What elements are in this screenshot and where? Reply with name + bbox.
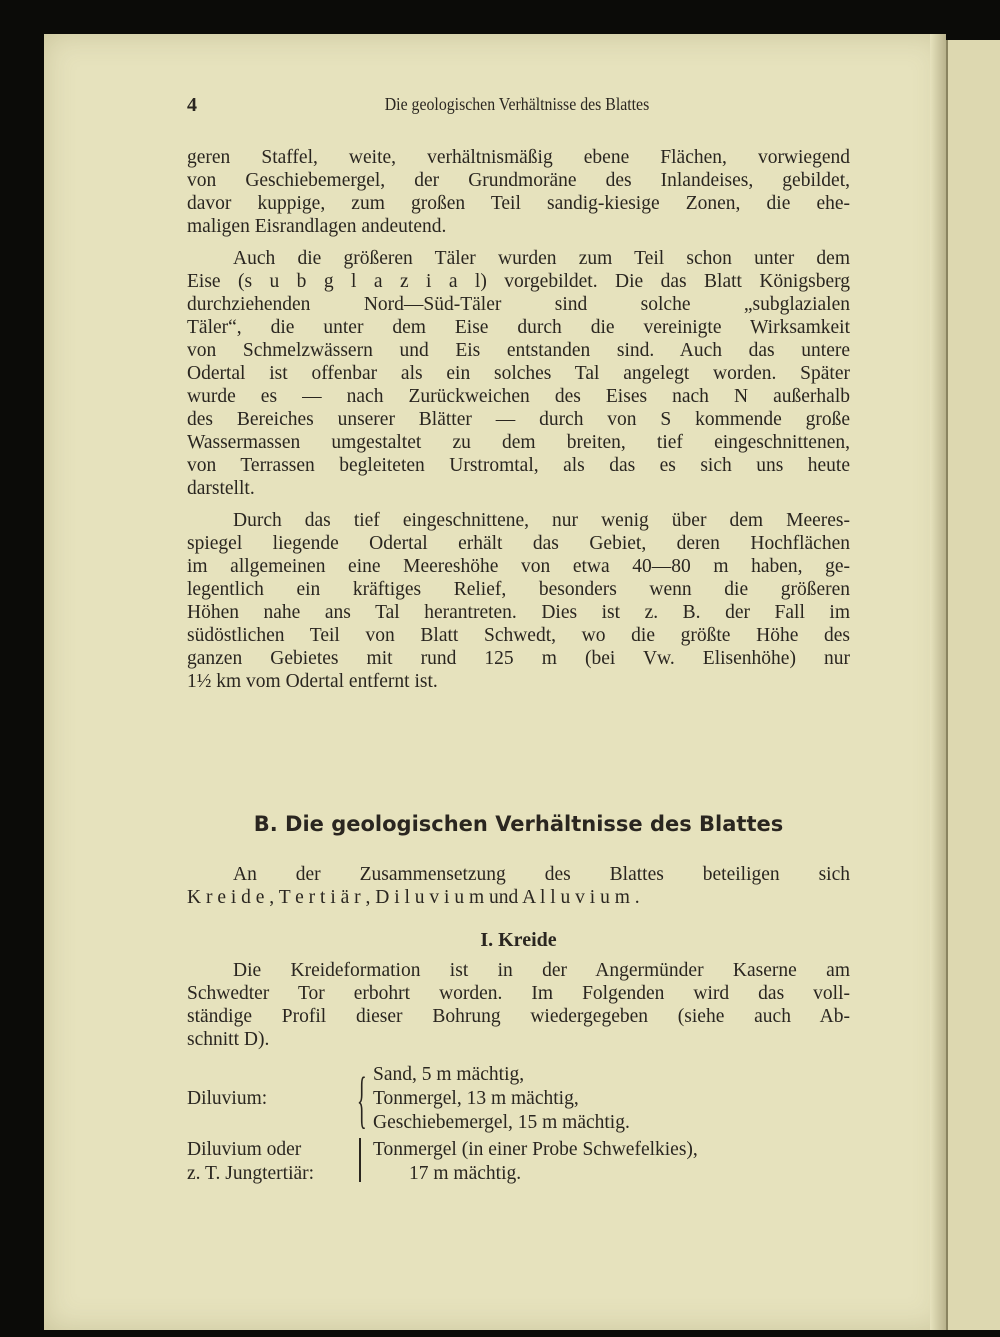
text-line: An der Zusammensetzung des Blattes beteiligen sich (233, 864, 850, 885)
text-line: des Bereiches unserer Blätter — durch von S kommende große (187, 409, 850, 430)
profile-item: Sand, 5 m mächtig, (373, 1064, 525, 1085)
text-line: Täler“, die unter dem Eise durch die vereinigte Wirksamkeit (187, 317, 850, 338)
text-line: von Geschiebemergel, der Grundmoräne des Inlandeises, gebildet, (187, 170, 850, 191)
section-heading: B. Die geologischen Verhältnisse des Blattes (253, 812, 784, 836)
body-text-mid (187, 863, 850, 918)
page-number: 4 (187, 94, 197, 116)
text-line: K r e i d e , T e r t i ä r , D i l u v i u m und A l l u v i u m . (187, 887, 640, 908)
text-line: schnitt D). (187, 1029, 270, 1050)
book-gutter (930, 34, 946, 1330)
text-line: Durch das tief eingeschnittene, nur wenig über dem Meeres- (233, 510, 850, 531)
subsection-heading: I. Kreide (480, 929, 557, 951)
profile-item: 17 m mächtig. (409, 1163, 522, 1184)
paragraph (187, 863, 850, 909)
profile-label: Diluvium oder (187, 1139, 302, 1160)
text-line: Wassermassen umgestaltet zu dem breiten, tief eingeschnittenen, (187, 432, 850, 453)
paragraph (187, 146, 850, 238)
paragraph (187, 959, 850, 1051)
text-line: Höhen nahe ans Tal herantreten. Dies ist z. B. der Fall im (187, 602, 850, 623)
profile-item: Tonmergel (in einer Probe Schwefelkies), (373, 1139, 698, 1160)
body-text-top (187, 146, 850, 702)
profile-item: Tonmergel, 13 m mächtig, (373, 1088, 579, 1109)
text-line: ganzen Gebietes mit rund 125 m (bei Vw. Elisenhöhe) nur (187, 648, 850, 669)
text-line: im allgemeinen eine Meereshöhe von etwa 40—80 m haben, ge- (187, 556, 850, 577)
facing-page-edge (946, 40, 1000, 1330)
profile-label: z. T. Jungtertiär: (187, 1163, 315, 1184)
text-line: darstellt. (187, 478, 255, 499)
text-line: geren Staffel, weite, verhältnismäßig ebene Flächen, vorwiegend (187, 147, 850, 168)
running-title: Die geologischen Verhältnisse des Blattes (384, 94, 650, 114)
text-line: ständige Profil dieser Bohrung wiedergegeben (siehe auch Ab- (187, 1006, 850, 1027)
text-line: Eise (s u b g l a z i a l) vorgebildet. Die das Blatt Königsberg (187, 271, 850, 292)
brace: { (357, 1066, 367, 1137)
text-line: von Schmelzwässern und Eis entstanden sind. Auch das untere (187, 340, 850, 361)
profile-label: Diluvium: (187, 1088, 268, 1109)
text-line: davor kuppige, zum großen Teil sandig-kiesige Zonen, die ehe- (187, 193, 850, 214)
text-line: Schwedter Tor erbohrt worden. Im Folgenden wird das voll- (187, 983, 850, 1004)
text-line: von Terrassen begleiteten Urstromtal, als das es sich uns heute (187, 455, 850, 476)
text-line: maligen Eisrandlagen andeutend. (187, 216, 447, 237)
profile-item: Geschiebemergel, 15 m mächtig. (373, 1112, 630, 1133)
text-line: südöstlichen Teil von Blatt Schwedt, wo die größte Höhe des (187, 625, 850, 646)
text-line: Odertal ist offenbar als ein solches Tal angelegt worden. Später (187, 363, 850, 384)
text-line: Die Kreideformation ist in der Angermünder Kaserne am (233, 960, 850, 981)
text-line: durchziehenden Nord—Süd-Täler sind solche „subglazialen (187, 294, 850, 315)
text-line: spiegel liegende Odertal erhält das Gebiet, deren Hochflächen (187, 533, 850, 554)
text-line: 1½ km vom Odertal entfernt ist. (187, 671, 438, 692)
paragraph (187, 247, 850, 500)
text-line: Auch die größeren Täler wurden zum Teil schon unter dem (233, 248, 850, 269)
running-header (187, 94, 847, 118)
text-line: wurde es — nach Zurückweichen des Eises nach N außerhalb (187, 386, 850, 407)
bracket (359, 1138, 362, 1182)
body-text-bottom (187, 959, 850, 1060)
text-line: legentlich ein kräftiges Relief, besonders wenn die größeren (187, 579, 850, 600)
paragraph (187, 509, 850, 693)
